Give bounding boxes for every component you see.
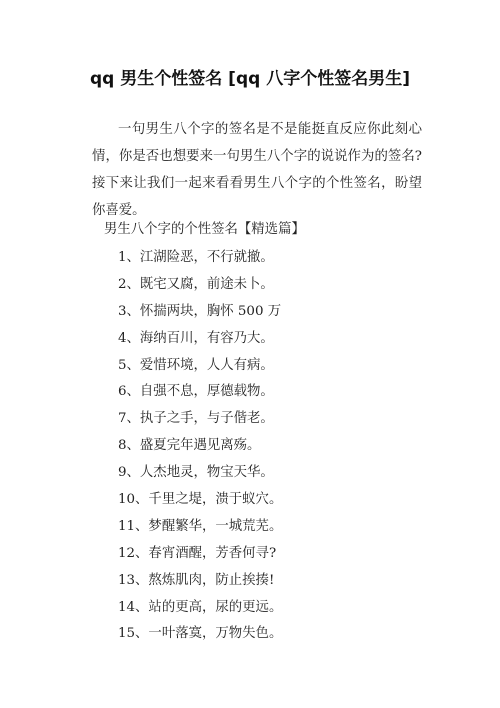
list-item: 11、梦醒繁华，一城荒芜。 xyxy=(118,518,283,534)
list-item: 3、怀揣两块，胸怀 500 万 xyxy=(118,303,282,319)
list-item: 12、春宵酒醒，芳香何寻? xyxy=(118,545,277,561)
section-heading: 男生八个字的个性签名【精选篇】 xyxy=(104,222,305,237)
list-item: 2、既宅又腐，前途未卜。 xyxy=(118,276,274,292)
signature-list xyxy=(118,248,282,651)
list-item: 15、一叶落寞，万物失色。 xyxy=(118,626,283,642)
list-item: 13、熬炼肌肉，防止挨揍! xyxy=(118,572,275,588)
list-item: 8、盛夏完年遇见离殇。 xyxy=(118,438,261,454)
list-item: 6、自强不息，厚德载物。 xyxy=(118,384,274,400)
list-item: 14、站的更高，尿的更远。 xyxy=(118,599,283,615)
list-item: 9、人杰地灵，物宝天华。 xyxy=(118,465,274,481)
list-item: 10、千里之堤，溃于蚁穴。 xyxy=(118,492,283,508)
list-item: 7、执子之手，与子偕老。 xyxy=(118,411,274,427)
intro-paragraph: 一句男生八个字的签名是不是能挺直反应你此刻心情，你是否也想要来一句男生八个字的说说作为的签名?接下来让我们一起来看看男生八个字的个性签名，盼望你喜爱。 xyxy=(92,122,422,218)
list-item: 4、海纳百川，有容乃大。 xyxy=(118,330,274,346)
document-title: qq 男生个性签名 [qq 八字个性签名男生] xyxy=(90,69,410,89)
list-item: 5、爱惜环境，人人有病。 xyxy=(118,357,274,373)
list-item: 1、江湖险恶，不行就撤。 xyxy=(118,250,274,265)
